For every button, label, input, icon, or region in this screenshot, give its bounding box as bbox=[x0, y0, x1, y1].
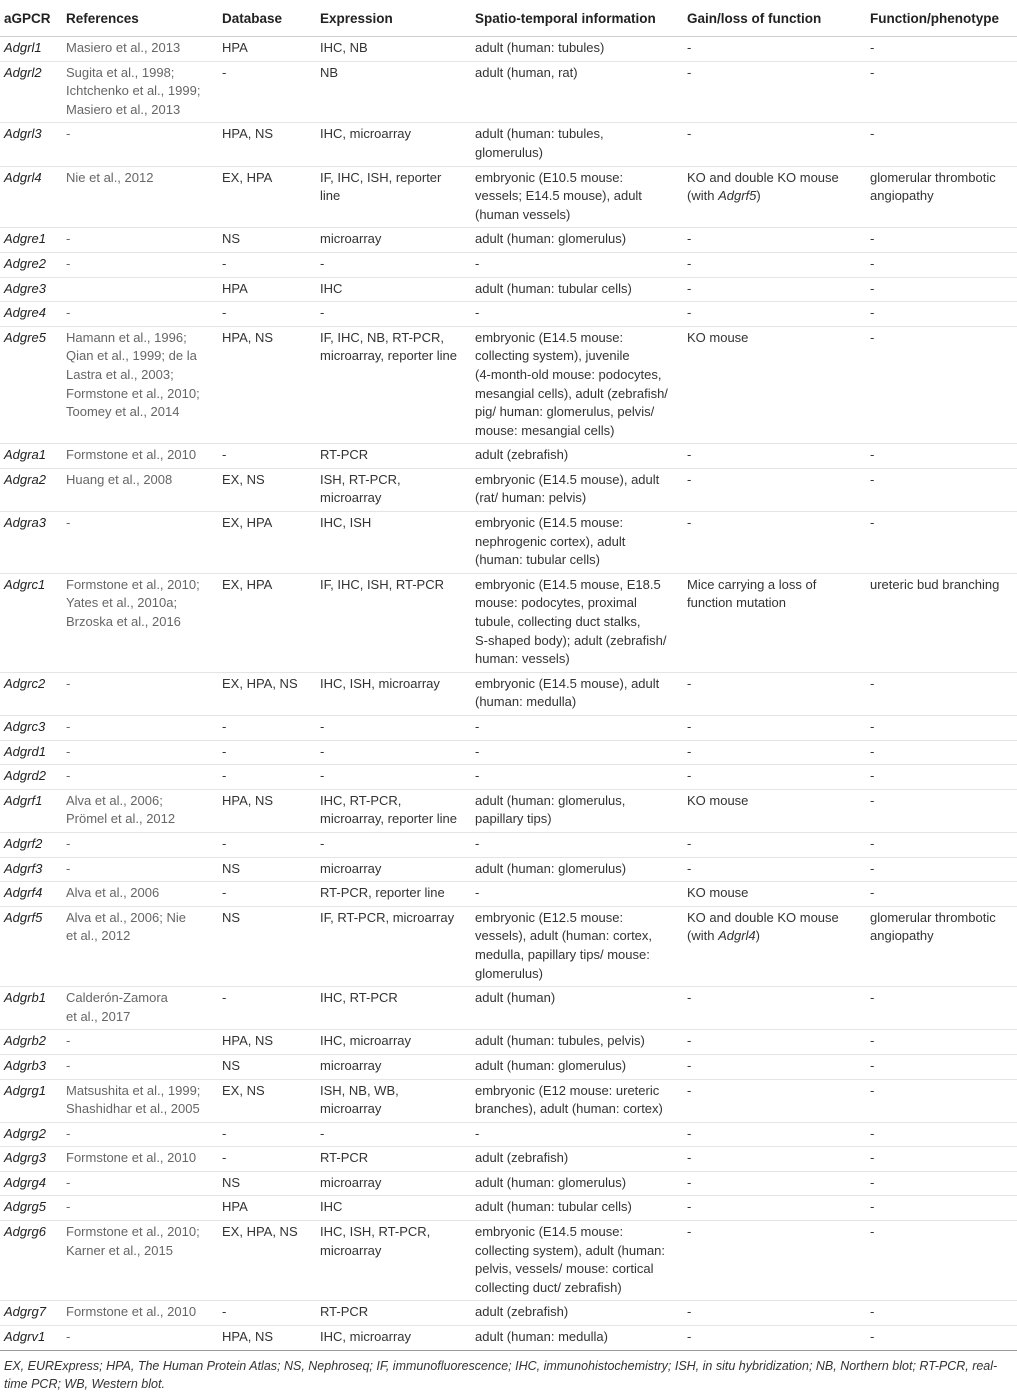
cell-expression: IF, IHC, NB, RT-PCR, microarray, reporter line bbox=[316, 326, 471, 444]
table-row bbox=[0, 765, 1017, 790]
cell-database: EX, NS bbox=[218, 1079, 316, 1122]
cell-gene-name: Adgrl1 bbox=[0, 37, 62, 62]
cell-function-phenotype: - bbox=[866, 716, 1017, 741]
cell-gene-name: Adgrf5 bbox=[0, 906, 62, 986]
cell-function-phenotype: - bbox=[866, 252, 1017, 277]
cell-references: - bbox=[62, 123, 218, 166]
cell-function-phenotype: ureteric bud branching bbox=[866, 573, 1017, 672]
cell-gain-loss: - bbox=[683, 61, 866, 123]
cell-references: Nie et al., 2012 bbox=[62, 166, 218, 228]
cell-expression: RT-PCR bbox=[316, 1301, 471, 1326]
cell-database: - bbox=[218, 987, 316, 1030]
cell-references: Alva et al., 2006 bbox=[62, 882, 218, 907]
table-row bbox=[0, 1122, 1017, 1147]
table-row bbox=[0, 37, 1017, 62]
cell-references: - bbox=[62, 512, 218, 574]
cell-function-phenotype: - bbox=[866, 1122, 1017, 1147]
cell-spatio-temporal: - bbox=[471, 252, 683, 277]
cell-expression: IHC, ISH bbox=[316, 512, 471, 574]
cell-database: NS bbox=[218, 1054, 316, 1079]
cell-function-phenotype: - bbox=[866, 832, 1017, 857]
cell-database: - bbox=[218, 252, 316, 277]
cell-gain-loss: - bbox=[683, 740, 866, 765]
cell-gain-loss: - bbox=[683, 1030, 866, 1055]
cell-spatio-temporal: - bbox=[471, 740, 683, 765]
cell-spatio-temporal: embryonic (E12.5 mouse: vessels), adult (human: cortex, medulla, papillary tips/ mouse: glomerulus) bbox=[471, 906, 683, 986]
cell-expression: RT-PCR, reporter line bbox=[316, 882, 471, 907]
cell-expression: - bbox=[316, 1122, 471, 1147]
cell-expression: IHC, RT-PCR bbox=[316, 987, 471, 1030]
cell-gene-name: Adgrl3 bbox=[0, 123, 62, 166]
cell-gain-loss: - bbox=[683, 37, 866, 62]
cell-expression: IHC bbox=[316, 277, 471, 302]
cell-gain-loss: - bbox=[683, 1301, 866, 1326]
cell-gene-name: Adgrg6 bbox=[0, 1221, 62, 1301]
cell-function-phenotype: - bbox=[866, 740, 1017, 765]
cell-gain-loss: - bbox=[683, 1122, 866, 1147]
cell-references: - bbox=[62, 1171, 218, 1196]
cell-spatio-temporal: embryonic (E14.5 mouse), adult (human: medulla) bbox=[471, 672, 683, 715]
cell-database: - bbox=[218, 1301, 316, 1326]
cell-gain-loss: KO mouse bbox=[683, 326, 866, 444]
cell-function-phenotype: - bbox=[866, 857, 1017, 882]
cell-database: HPA, NS bbox=[218, 123, 316, 166]
table-row bbox=[0, 444, 1017, 469]
cell-database: HPA bbox=[218, 277, 316, 302]
gene-reference: Adgrf5 bbox=[718, 188, 757, 204]
cell-gene-name: Adgrd2 bbox=[0, 765, 62, 790]
cell-expression: NB bbox=[316, 61, 471, 123]
cell-expression: RT-PCR bbox=[316, 444, 471, 469]
cell-spatio-temporal: - bbox=[471, 716, 683, 741]
cell-expression: - bbox=[316, 740, 471, 765]
cell-gene-name: Adgrv1 bbox=[0, 1326, 62, 1351]
cell-references: Calderón-Zamora et al., 2017 bbox=[62, 987, 218, 1030]
cell-references: Formstone et al., 2010 bbox=[62, 444, 218, 469]
cell-gene-name: Adgre3 bbox=[0, 277, 62, 302]
cell-expression: IHC, ISH, microarray bbox=[316, 672, 471, 715]
cell-database: EX, HPA bbox=[218, 573, 316, 672]
cell-expression: ISH, RT-PCR, microarray bbox=[316, 468, 471, 511]
cell-spatio-temporal: embryonic (E14.5 mouse: collecting system), juvenile (4-month-old mouse: podocytes, mesangial cells), adult (zebrafish/ pig/ human: glomerulus, pelvis/ mouse: mesangial cells) bbox=[471, 326, 683, 444]
cell-gene-name: Adgrl4 bbox=[0, 166, 62, 228]
header-references: References bbox=[62, 0, 218, 37]
cell-function-phenotype: - bbox=[866, 277, 1017, 302]
cell-function-phenotype: - bbox=[866, 444, 1017, 469]
table-row bbox=[0, 166, 1017, 228]
header-function-phenotype: Function/phenotype bbox=[866, 0, 1017, 37]
cell-function-phenotype: - bbox=[866, 61, 1017, 123]
header-expression: Expression bbox=[316, 0, 471, 37]
table-row bbox=[0, 123, 1017, 166]
cell-database: NS bbox=[218, 857, 316, 882]
cell-gene-name: Adgrg2 bbox=[0, 1122, 62, 1147]
cell-references: Hamann et al., 1996; Qian et al., 1999; de la Lastra et al., 2003; Formstone et al., 2010; Toomey et al., 2014 bbox=[62, 326, 218, 444]
table-row bbox=[0, 277, 1017, 302]
cell-references: Sugita et al., 1998; Ichtchenko et al., 1999; Masiero et al., 2013 bbox=[62, 61, 218, 123]
cell-references: Formstone et al., 2010 bbox=[62, 1301, 218, 1326]
cell-spatio-temporal: embryonic (E14.5 mouse: nephrogenic cortex), adult (human: tubular cells) bbox=[471, 512, 683, 574]
cell-gain-loss: - bbox=[683, 228, 866, 253]
cell-spatio-temporal: embryonic (E14.5 mouse), adult (rat/ human: pelvis) bbox=[471, 468, 683, 511]
cell-function-phenotype: - bbox=[866, 672, 1017, 715]
table-row bbox=[0, 1221, 1017, 1301]
cell-references: Alva et al., 2006; Nie et al., 2012 bbox=[62, 906, 218, 986]
cell-spatio-temporal: adult (human: glomerulus, papillary tips) bbox=[471, 789, 683, 832]
table-row bbox=[0, 252, 1017, 277]
cell-references: - bbox=[62, 1030, 218, 1055]
cell-references: Masiero et al., 2013 bbox=[62, 37, 218, 62]
table-row bbox=[0, 740, 1017, 765]
cell-references: Huang et al., 2008 bbox=[62, 468, 218, 511]
cell-database: HPA bbox=[218, 1196, 316, 1221]
cell-expression: IHC, microarray bbox=[316, 123, 471, 166]
cell-gain-loss: - bbox=[683, 1326, 866, 1351]
cell-database: - bbox=[218, 882, 316, 907]
cell-spatio-temporal: adult (human: glomerulus) bbox=[471, 857, 683, 882]
cell-spatio-temporal: - bbox=[471, 832, 683, 857]
cell-spatio-temporal: adult (human: glomerulus) bbox=[471, 228, 683, 253]
cell-expression: IF, IHC, ISH, reporter line bbox=[316, 166, 471, 228]
cell-expression: IHC bbox=[316, 1196, 471, 1221]
cell-spatio-temporal: - bbox=[471, 1122, 683, 1147]
cell-gene-name: Adgrg1 bbox=[0, 1079, 62, 1122]
cell-function-phenotype: - bbox=[866, 882, 1017, 907]
cell-function-phenotype: - bbox=[866, 987, 1017, 1030]
cell-gene-name: Adgrb2 bbox=[0, 1030, 62, 1055]
cell-gain-loss: - bbox=[683, 252, 866, 277]
cell-references: - bbox=[62, 857, 218, 882]
cell-gene-name: Adgrf3 bbox=[0, 857, 62, 882]
cell-function-phenotype: - bbox=[866, 326, 1017, 444]
cell-spatio-temporal: adult (zebrafish) bbox=[471, 1301, 683, 1326]
cell-expression: IHC, microarray bbox=[316, 1326, 471, 1351]
cell-database: HPA, NS bbox=[218, 1326, 316, 1351]
cell-function-phenotype: glomerular thrombotic angiopathy bbox=[866, 906, 1017, 986]
header-row bbox=[0, 0, 1017, 37]
table-footnote: EX, EURExpress; HPA, The Human Protein Atlas; NS, Nephroseq; IF, immunofluorescence; IHC, immunohistochemistry; ISH, in situ hybridization; NB, Northern blot; RT-PCR, real-time PCR; WB, Western blot. bbox=[4, 1358, 998, 1392]
cell-gain-loss: - bbox=[683, 716, 866, 741]
cell-gain-loss: - bbox=[683, 1196, 866, 1221]
cell-function-phenotype: - bbox=[866, 123, 1017, 166]
cell-references: - bbox=[62, 302, 218, 327]
cell-gene-name: Adgra3 bbox=[0, 512, 62, 574]
cell-database: EX, NS bbox=[218, 468, 316, 511]
cell-expression: microarray bbox=[316, 1054, 471, 1079]
table-row bbox=[0, 61, 1017, 123]
table-row bbox=[0, 1030, 1017, 1055]
cell-references: Matsushita et al., 1999; Shashidhar et al., 2005 bbox=[62, 1079, 218, 1122]
cell-expression: - bbox=[316, 832, 471, 857]
cell-function-phenotype: - bbox=[866, 765, 1017, 790]
cell-function-phenotype: - bbox=[866, 789, 1017, 832]
cell-database: HPA bbox=[218, 37, 316, 62]
cell-spatio-temporal: adult (human: medulla) bbox=[471, 1326, 683, 1351]
cell-gain-loss: KO and double KO mouse (with Adgrf5) bbox=[683, 166, 866, 228]
cell-references: - bbox=[62, 1326, 218, 1351]
cell-references: - bbox=[62, 1122, 218, 1147]
cell-references bbox=[62, 277, 218, 302]
table-row bbox=[0, 832, 1017, 857]
cell-gain-loss: - bbox=[683, 857, 866, 882]
table-row bbox=[0, 1079, 1017, 1122]
cell-gene-name: Adgrc1 bbox=[0, 573, 62, 672]
cell-database: EX, HPA, NS bbox=[218, 1221, 316, 1301]
cell-gene-name: Adgrb3 bbox=[0, 1054, 62, 1079]
cell-spatio-temporal: adult (human: tubules, glomerulus) bbox=[471, 123, 683, 166]
cell-spatio-temporal: - bbox=[471, 882, 683, 907]
cell-database: - bbox=[218, 302, 316, 327]
cell-references: - bbox=[62, 1196, 218, 1221]
cell-gain-loss: - bbox=[683, 1079, 866, 1122]
cell-gain-loss: - bbox=[683, 277, 866, 302]
cell-gene-name: Adgrf1 bbox=[0, 789, 62, 832]
cell-spatio-temporal: adult (human: glomerulus) bbox=[471, 1171, 683, 1196]
cell-function-phenotype: - bbox=[866, 1326, 1017, 1351]
cell-references: - bbox=[62, 1054, 218, 1079]
cell-spatio-temporal: embryonic (E14.5 mouse: collecting system), adult (human: pelvis, vessels/ mouse: cortical collecting duct/ zebrafish) bbox=[471, 1221, 683, 1301]
cell-spatio-temporal: embryonic (E14.5 mouse, E18.5 mouse: podocytes, proximal tubule, collecting duct stalks, S-shaped body); adult (zebrafish/ human: vessels) bbox=[471, 573, 683, 672]
table-row bbox=[0, 228, 1017, 253]
cell-function-phenotype: - bbox=[866, 1079, 1017, 1122]
cell-expression: - bbox=[316, 302, 471, 327]
cell-function-phenotype: - bbox=[866, 1301, 1017, 1326]
cell-references: - bbox=[62, 228, 218, 253]
cell-database: EX, HPA bbox=[218, 166, 316, 228]
cell-expression: - bbox=[316, 716, 471, 741]
cell-database: HPA, NS bbox=[218, 326, 316, 444]
cell-gain-loss: - bbox=[683, 1054, 866, 1079]
table-row bbox=[0, 512, 1017, 574]
table-row bbox=[0, 468, 1017, 511]
header-spatio-temporal: Spatio-temporal information bbox=[471, 0, 683, 37]
table-row bbox=[0, 1326, 1017, 1351]
cell-gene-name: Adgrf4 bbox=[0, 882, 62, 907]
cell-gene-name: Adgra1 bbox=[0, 444, 62, 469]
cell-gain-loss: - bbox=[683, 444, 866, 469]
cell-spatio-temporal: embryonic (E10.5 mouse: vessels; E14.5 mouse), adult (human vessels) bbox=[471, 166, 683, 228]
cell-spatio-temporal: adult (zebrafish) bbox=[471, 1147, 683, 1172]
table-row bbox=[0, 1054, 1017, 1079]
cell-expression: microarray bbox=[316, 857, 471, 882]
cell-gain-loss: - bbox=[683, 1171, 866, 1196]
table-row bbox=[0, 672, 1017, 715]
cell-spatio-temporal: adult (human) bbox=[471, 987, 683, 1030]
cell-references: Alva et al., 2006; Prömel et al., 2012 bbox=[62, 789, 218, 832]
cell-gain-loss: - bbox=[683, 123, 866, 166]
cell-database: NS bbox=[218, 906, 316, 986]
header-agpcr: aGPCR bbox=[0, 0, 62, 37]
cell-function-phenotype: - bbox=[866, 1030, 1017, 1055]
cell-function-phenotype: - bbox=[866, 1221, 1017, 1301]
cell-spatio-temporal: adult (human: tubules, pelvis) bbox=[471, 1030, 683, 1055]
cell-function-phenotype: - bbox=[866, 302, 1017, 327]
cell-gene-name: Adgra2 bbox=[0, 468, 62, 511]
cell-references: - bbox=[62, 832, 218, 857]
cell-function-phenotype: - bbox=[866, 1196, 1017, 1221]
cell-spatio-temporal: embryonic (E12 mouse: ureteric branches), adult (human: cortex) bbox=[471, 1079, 683, 1122]
cell-gain-loss: KO mouse bbox=[683, 789, 866, 832]
cell-references: - bbox=[62, 672, 218, 715]
table-row bbox=[0, 573, 1017, 672]
cell-gain-loss: - bbox=[683, 468, 866, 511]
table-row bbox=[0, 882, 1017, 907]
table-row bbox=[0, 906, 1017, 986]
cell-references: - bbox=[62, 765, 218, 790]
cell-gene-name: Adgrc3 bbox=[0, 716, 62, 741]
table-row bbox=[0, 1196, 1017, 1221]
table-row bbox=[0, 1301, 1017, 1326]
cell-gain-loss: - bbox=[683, 1221, 866, 1301]
cell-database: EX, HPA, NS bbox=[218, 672, 316, 715]
cell-gain-loss: - bbox=[683, 512, 866, 574]
cell-references: - bbox=[62, 252, 218, 277]
cell-database: HPA, NS bbox=[218, 1030, 316, 1055]
cell-expression: RT-PCR bbox=[316, 1147, 471, 1172]
cell-function-phenotype: glomerular thrombotic angiopathy bbox=[866, 166, 1017, 228]
cell-database: - bbox=[218, 832, 316, 857]
cell-database: NS bbox=[218, 228, 316, 253]
cell-expression: ISH, NB, WB, microarray bbox=[316, 1079, 471, 1122]
cell-database: - bbox=[218, 1122, 316, 1147]
cell-gene-name: Adgrg4 bbox=[0, 1171, 62, 1196]
cell-function-phenotype: - bbox=[866, 468, 1017, 511]
cell-gain-loss: - bbox=[683, 765, 866, 790]
header-database: Database bbox=[218, 0, 316, 37]
cell-function-phenotype: - bbox=[866, 1171, 1017, 1196]
table-row bbox=[0, 857, 1017, 882]
cell-gene-name: Adgrc2 bbox=[0, 672, 62, 715]
cell-database: - bbox=[218, 444, 316, 469]
cell-gene-name: Adgre2 bbox=[0, 252, 62, 277]
cell-references: - bbox=[62, 716, 218, 741]
cell-gene-name: Adgrb1 bbox=[0, 987, 62, 1030]
cell-references: Formstone et al., 2010; Yates et al., 2010a; Brzoska et al., 2016 bbox=[62, 573, 218, 672]
table-row bbox=[0, 1147, 1017, 1172]
cell-database: HPA, NS bbox=[218, 789, 316, 832]
cell-expression: - bbox=[316, 252, 471, 277]
cell-expression: IHC, RT-PCR, microarray, reporter line bbox=[316, 789, 471, 832]
cell-spatio-temporal: adult (human: tubules) bbox=[471, 37, 683, 62]
table-row bbox=[0, 1171, 1017, 1196]
cell-database: - bbox=[218, 765, 316, 790]
cell-gene-name: Adgrl2 bbox=[0, 61, 62, 123]
gene-reference: Adgrl4 bbox=[718, 928, 756, 944]
table-row bbox=[0, 326, 1017, 444]
cell-gain-loss: KO and double KO mouse (with Adgrl4) bbox=[683, 906, 866, 986]
cell-gain-loss: - bbox=[683, 1147, 866, 1172]
cell-gene-name: Adgre5 bbox=[0, 326, 62, 444]
cell-spatio-temporal: - bbox=[471, 765, 683, 790]
cell-gene-name: Adgrf2 bbox=[0, 832, 62, 857]
cell-references: Formstone et al., 2010; Karner et al., 2015 bbox=[62, 1221, 218, 1301]
cell-gene-name: Adgre4 bbox=[0, 302, 62, 327]
cell-spatio-temporal: adult (human: tubular cells) bbox=[471, 1196, 683, 1221]
cell-gain-loss: - bbox=[683, 987, 866, 1030]
cell-function-phenotype: - bbox=[866, 1054, 1017, 1079]
cell-gain-loss: - bbox=[683, 302, 866, 327]
cell-references: - bbox=[62, 740, 218, 765]
header-gain-loss: Gain/loss of function bbox=[683, 0, 866, 37]
cell-expression: IHC, NB bbox=[316, 37, 471, 62]
cell-spatio-temporal: adult (human: glomerulus) bbox=[471, 1054, 683, 1079]
cell-expression: microarray bbox=[316, 228, 471, 253]
cell-expression: microarray bbox=[316, 1171, 471, 1196]
table-row bbox=[0, 716, 1017, 741]
cell-function-phenotype: - bbox=[866, 1147, 1017, 1172]
cell-expression: IF, RT-PCR, microarray bbox=[316, 906, 471, 986]
cell-spatio-temporal: adult (zebrafish) bbox=[471, 444, 683, 469]
table-row bbox=[0, 789, 1017, 832]
cell-spatio-temporal: adult (human, rat) bbox=[471, 61, 683, 123]
table-row bbox=[0, 987, 1017, 1030]
cell-expression: IF, IHC, ISH, RT-PCR bbox=[316, 573, 471, 672]
cell-gain-loss: - bbox=[683, 832, 866, 857]
cell-database: - bbox=[218, 61, 316, 123]
cell-function-phenotype: - bbox=[866, 37, 1017, 62]
cell-gene-name: Adgrd1 bbox=[0, 740, 62, 765]
cell-spatio-temporal: adult (human: tubular cells) bbox=[471, 277, 683, 302]
cell-gain-loss: KO mouse bbox=[683, 882, 866, 907]
cell-expression: IHC, microarray bbox=[316, 1030, 471, 1055]
cell-expression: IHC, ISH, RT-PCR, microarray bbox=[316, 1221, 471, 1301]
table-body bbox=[0, 37, 1017, 1351]
cell-function-phenotype: - bbox=[866, 228, 1017, 253]
cell-gene-name: Adgre1 bbox=[0, 228, 62, 253]
cell-function-phenotype: - bbox=[866, 512, 1017, 574]
cell-gene-name: Adgrg3 bbox=[0, 1147, 62, 1172]
cell-references: Formstone et al., 2010 bbox=[62, 1147, 218, 1172]
table-row bbox=[0, 302, 1017, 327]
cell-gain-loss: Mice carrying a loss of function mutation bbox=[683, 573, 866, 672]
cell-database: - bbox=[218, 1147, 316, 1172]
cell-database: - bbox=[218, 716, 316, 741]
cell-gene-name: Adgrg7 bbox=[0, 1301, 62, 1326]
cell-database: NS bbox=[218, 1171, 316, 1196]
cell-gene-name: Adgrg5 bbox=[0, 1196, 62, 1221]
cell-database: - bbox=[218, 740, 316, 765]
cell-database: EX, HPA bbox=[218, 512, 316, 574]
cell-expression: - bbox=[316, 765, 471, 790]
cell-spatio-temporal: - bbox=[471, 302, 683, 327]
cell-gain-loss: - bbox=[683, 672, 866, 715]
